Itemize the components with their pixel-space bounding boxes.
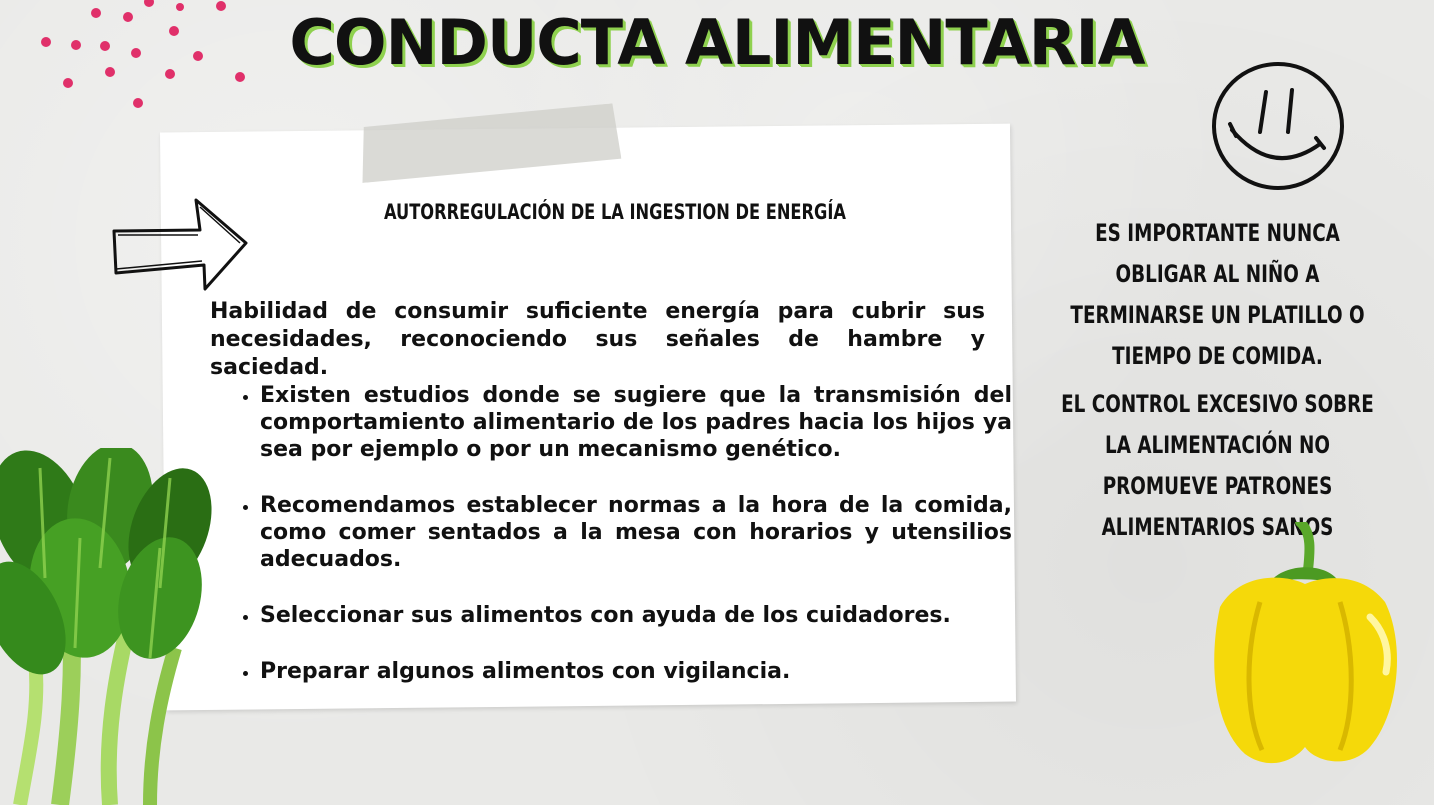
spinach-icon <box>0 448 215 805</box>
side-note-2: EL CONTROL EXCESIVO SOBRE LA ALIMENTACIÓN NO PROMUEVE PATRONES ALIMENTARIOS SANOS <box>1061 390 1374 541</box>
slide-title: CONDUCTA ALIMENTARIA <box>289 6 1145 79</box>
list-item: • Recomendamos establecer normas a la hora de la comida, como comer sentados a la mesa con horarios y utensilios adecuados. <box>260 492 1012 573</box>
smiley-face-icon <box>1208 60 1348 195</box>
section-subtitle: AUTORREGULACIÓN DE LA INGESTION DE ENERGÍA <box>383 200 847 224</box>
yellow-pepper-icon <box>1200 522 1405 767</box>
bullet-list <box>232 382 1012 714</box>
list-item: • Seleccionar sus alimentos con ayuda de los cuidadores. <box>260 602 1012 629</box>
list-item: • Preparar algunos alimentos con vigilancia. <box>260 658 1012 685</box>
intro-paragraph: Habilidad de consumir suficiente energía para cubrir sus necesidades, reconociendo sus señales de hambre y saciedad. <box>210 299 985 380</box>
arrow-right-icon <box>108 195 253 295</box>
side-note-1: ES IMPORTANTE NUNCA OBLIGAR AL NIÑO A TERMINARSE UN PLATILLO O TIEMPO DE COMIDA. <box>1070 219 1365 370</box>
list-item: • Existen estudios donde se sugiere que la transmisión del comportamiento alimentario de los padres hacia los hijos ya sea por ejemplo o por un mecanismo genético. <box>260 382 1012 463</box>
